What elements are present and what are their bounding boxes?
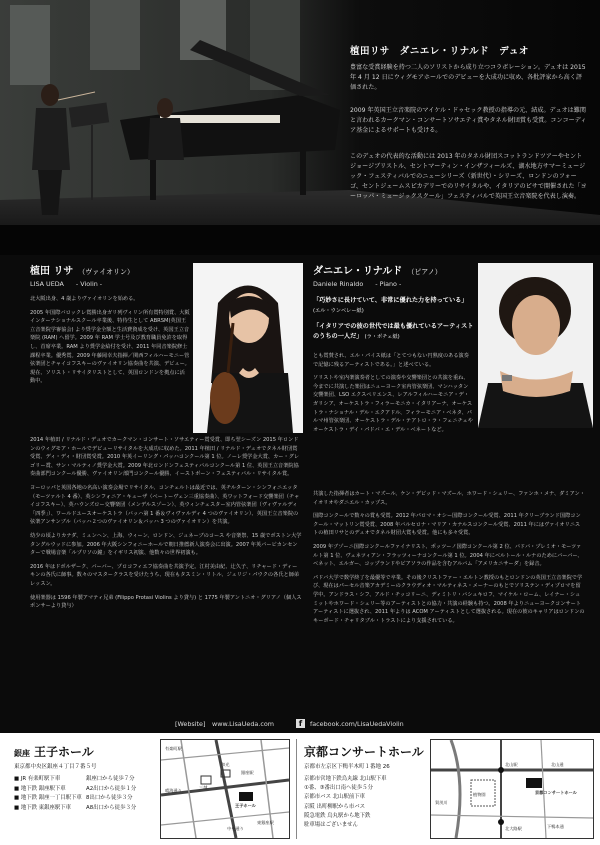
- map-label: 有楽町駅: [165, 746, 182, 751]
- access-detail: 8出口から徒歩３分: [86, 795, 133, 802]
- lisa-bio-paragraph: ヨーロッパと英国各地の名高い演奏会場でリサイタル、コンチェルトは最近では、英チルターン・シンフォニエッタ（モーツァルト 4 番）、英シンフォニア・キューザ（ベートーヴェン三重協奏曲）、英ワットフォード交響楽団（チャイコフスキー）、英ハウンズロー交響楽団（メンデルスゾーン）、英ウィンチェスター室内管弦楽団（ヴィヴァルディ「四季」）、ワールドユースオーケストラ（バッハ第 1 番＆ヴィヴァルディ 4 つのヴァイオリン）、英国王立音楽院の弦楽アンサンブル（バッハ２つのヴァイオリン＆バッハ 3 つのヴァイオリン）を共演。: [30, 484, 300, 526]
- daniele-bio-paragraph: 国際コンクールで数々の賞も受賞。2012 年パロマ・オシー国際コンクール受賞、2011 年クリーブランド国際コンクール・マットリン賞受賞、2008 年バルセロナ・マリア・カナルスコンクール受賞、2011 年にはヴァイオリニストの植田リサとのデュオでタネル財団大賞も受賞。他にも多々受賞。: [313, 513, 581, 537]
- access-detail: A8出口から徒歩３分: [86, 804, 137, 811]
- daniele-roman-name: Daniele Rinaldo: [313, 280, 364, 288]
- map-label: 賀茂川: [435, 800, 448, 805]
- oji-hall-marker: [239, 792, 253, 801]
- duo-formation: 2009 年英国王立音楽院のマイケル・ドゥセック教授の指導の元、結成。デュオは難関と言われるカークマン・コンサートソサエティ賞やタネル財団賞も受賞。コンコーディア基金によるサポートも受ける。: [350, 107, 587, 134]
- daniele-bio-top: [313, 352, 473, 439]
- daniele-portrait: [478, 263, 593, 428]
- map-label: 下鴨本通: [547, 824, 564, 829]
- ginza-map: [160, 739, 290, 839]
- ginza-access-item: ■ 地下鉄 銀座一丁目駅下車 8出口から徒歩３分: [14, 794, 87, 804]
- duo-title: 植田リサ ダニエレ・リナルド デュオ: [350, 46, 529, 57]
- pianist-photo: [478, 263, 593, 428]
- duo-intro: 豊富な受賞経験を持つ二人のソリストから成り立つコラボレーション。デュオは 2015 年 4 月 12 日にウィグモアホールでのデビューを大成功に収め、各批評家から高く評価された。: [350, 64, 586, 91]
- daniele-bio-paragraph: パドバ大学で数学終了を最優等で卒業。その後クリストファー・エルトン教授のもとロンドンの英国王立音楽院で学び、現在はパーセル音楽アカデミーのクラウディオ・マルティネス・メーナーのもとでソリステン・ディプロマを留学中。アンドラス・シフ、アルド・チッコリーニ、ディミトリ・バシュキロフ、マイケル・ローム、レイナー・シュミットやホワード・シェリー等のアーティストとの協力・共演の経験も持つ。2008 年よりニューヨークコンサートアーティストに選抜され、2011 年よりは ACOM アーティストとして選抜される。現在の彼のキャリアはロンドンのキーボード・チャリタブル・トラストにより支援されている。: [313, 574, 585, 624]
- lisa-bio-paragraph: 2016 年はドボルザーク、バーバー、プロコフィエフ協奏曲を共演予定。江村美由紀、辻久子、リチャード・ディーキンの各氏に師事。数々のマスタークラスを受けたうち、現在もタスミン・リトル、ジュリジ・パウクの各氏と師弟レッスン。: [30, 563, 300, 587]
- map-label: 王子ホール: [235, 803, 256, 808]
- website-bar: [0, 717, 600, 731]
- daniele-name: ダニエレ・リナルド: [313, 266, 403, 277]
- lisa-roman-role: - Violin -: [75, 280, 103, 288]
- map-label: 北大路駅: [505, 826, 522, 831]
- map-label: 中央通り: [227, 826, 244, 831]
- daniele-quote-1: [313, 296, 473, 316]
- kyoto-access-item: 京都市バス 北山駅前下車: [304, 794, 366, 801]
- daniele-role: （ピアノ）: [407, 268, 442, 276]
- map-label: 銀座駅: [241, 770, 254, 775]
- lisa-role: （ヴァイオリン）: [78, 268, 135, 276]
- ginza-access-item: ■ 地下鉄 銀座駅下車 A2出口から徒歩１分: [14, 785, 87, 795]
- violinist-photo: [193, 263, 303, 433]
- map-label: 京都コンサートホール: [535, 790, 577, 795]
- venue-info-panel: [0, 733, 600, 845]
- map-label: 植物園: [473, 792, 486, 797]
- kyoto-hall-marker: [526, 778, 542, 788]
- lisa-bio-paragraph: 2014 年植田 / リナルド・デュオでカークマン・コンサート・ソサエティー賞受賞、即ち翌シーズン 2015 年ロンドンのウィグモア・ホールでデビューリサイタルを大成功に収めた。2011 年植田 / リナルド・デュオでタネル財団賞受賞、ディ・ディ・財団賞受賞。2010 年英イーリング・パッハコンクール第 1 位。ノーレ奨学金大賞、カー・グレゴリー賞、サン・マルティノ奨学金大賞。2009 年北ロンドンフェスティバルコンクール第 1 位、英国王立音楽院協奏曲部門コンクール優勝、ヴァイオリン部門コンクール優勝、イーストボーン・フェスティバル・リサイタル賞。: [30, 437, 300, 478]
- lisa-bio-top: [30, 295, 190, 391]
- map-label: 晴海通り: [165, 788, 182, 793]
- map-label: 三越: [199, 785, 208, 790]
- ginza-access-item: ■ 地下鉄 東銀座駅下車 A8出口から徒歩３分: [14, 804, 87, 814]
- ginza-hall-name: 王子ホール: [34, 745, 94, 759]
- map-label: 東銀座駅: [257, 820, 274, 825]
- access-line: JR 有楽町駅下車: [20, 776, 61, 782]
- kyoto-access-item: 京阪 出町柳駅から市バス: [304, 803, 366, 810]
- quote-2-source: (ラ・ボチェ紙): [364, 334, 400, 340]
- lisa-name-heading: [30, 262, 134, 277]
- lisa-name: 植田 リサ: [30, 266, 74, 277]
- lisa-roman-heading: [30, 280, 102, 288]
- ginza-area: 銀座: [14, 749, 30, 758]
- quote-1-text: 「巧妙さに長けていて、非常に優れた力を持っている」: [313, 297, 468, 304]
- kyoto-access-list: [304, 775, 387, 830]
- kyoto-access-item: 京都市営地下鉄烏丸線 北山駅下車: [304, 776, 387, 782]
- daniele-bio-main: [313, 490, 585, 630]
- lisa-bio-main: [30, 436, 302, 616]
- daniele-quote-2: [313, 322, 475, 342]
- kyoto-access-item: 駐車場はございません: [304, 822, 358, 829]
- daniele-bio-paragraph: 2009 年ブゾーニ国際コンクールファイナリスト、ポッツーノ国際コンクール第 2 位、バドバ・プレミオ・モーツァルト第 1 位、ヴェネツィアン・フラッツィーナコンクール第 1 位。2004 年にベルトール・ルナのためにバーバー、ベネット、エルガー、コップランドやピアソラの作品を含むアルバム「アメリカニサーダ」を録音。: [313, 543, 583, 568]
- duo-activities: このデュオの代表的な活動には 2013 年のタネル財団スコットランドツアーやセントジョージブリストル、セントマーティン・インザフィールズ、湖水地方サマーミュージック・フェスティバルでのニューシリーズ（新世代）・シリーズ、ロンドンのフォーゴ、セントジェームスピカデリーでのリサイタルや、イタリアのピサで開催された「ヨーロッパ・ミュージックスクール」フェスティバルで英国王立音楽院を代表し演奏。: [350, 153, 587, 200]
- ginza-address: 東京都中央区銀座４丁目７番５号: [14, 764, 97, 770]
- website-link[interactable]: www.LisaUeda.com: [212, 720, 274, 728]
- venue-divider: [296, 739, 297, 839]
- kyoto-access-item: 阪急電鉄 烏丸駅から地下鉄: [304, 812, 371, 819]
- kyoto-access-item: ①番、③番出口南へ徒歩５分: [304, 785, 373, 792]
- daniele-bio-paragraph: ソリストや室内楽演奏者としての演奏や交響楽団との共演を重ね、今までに共演した楽団はニューヨーク室内管弦楽団、マンハッタン交響楽団、LSO エクスペリエンス、レアルフィルハーモニア・デ・ガリシア、オーケストラ・フィラーモニカ・イタリアーナ、オーケストラ・ナショナル・デル・エクアドル、フィラーモニア・ベネタ、パルマ州管弦楽団、オーケストラ・デル・テアトロ・ラ・フェニチェやオーケストラ・デイ・パドバ・エ・デル・ベネートなど。: [313, 375, 473, 433]
- daniele-roman-role: - Piano -: [375, 280, 402, 288]
- daniele-bio-paragraph: 共演した指揮者はカート・マズール、ケン・デビッド・マズール、ホワード・シェリー、ファンホ・メナ、ダミアン・イオリオやダニエル・カップス。: [313, 491, 585, 506]
- lisa-bio-paragraph: 使用楽器は 1596 年製アマティ兄弟 (Filippo Protasi Violins より貸与) と 1775 年製アントニオ・グリアノ（個人スポンサーより貸与）: [30, 594, 302, 610]
- lisa-roman-name: LISA UEDA: [30, 280, 64, 288]
- kyoto-map: [430, 739, 594, 839]
- access-line: 地下鉄 銀座一丁目駅下車: [20, 795, 82, 802]
- map-label: 北山通: [551, 762, 564, 767]
- ginza-venue-name: [14, 743, 94, 760]
- daniele-bio-paragraph: とも賞賛され、エル・パイス紙は「とてつもない円熟度のある演奏で記憶に残るアーティストである。」と述べている。: [313, 353, 469, 368]
- daniele-name-heading: [313, 262, 442, 277]
- access-line: 地下鉄 東銀座駅下車: [20, 804, 72, 811]
- kyoto-venue-name: 京都コンサートホール: [304, 745, 424, 759]
- daniele-roman-heading: [313, 280, 401, 288]
- website-label: [Website]: [175, 720, 206, 728]
- lisa-bio-paragraph: 北大阪出身、4 歳よりヴァイオリンを始める。: [30, 296, 139, 302]
- lisa-bio-paragraph: 2005 年国際バロックレ賞勝出身ガリ列ヴィリン所有賞特別賞、大阪インターナショナルスクール卒業後、特待生として ABRSM(英国王立音楽院学審協会) より奨学金全額と生活費資成を受け、英国王立音楽院 (RAM) へ留学。2009 年 RAM 学士号及び教育職員免許を取得し、首席卒業。RAM より奨学金給付を受け、2011 年同音楽院修士課程卒業。優秀賞。2009 年藤岡幸夫指揮／関西フィルハーモニー管弦楽団とチャイコフスキーのヴァイオリン協奏曲を共演、デビュー。現在、ソリスト・リサイタリストとして、英国ロンドンを拠点に活動中。: [30, 309, 190, 385]
- kyoto-address: 京都市左京区下鴨半木町１番地 26: [304, 764, 390, 770]
- map-label: 北山駅: [505, 762, 518, 767]
- map-label: 和光: [221, 762, 230, 767]
- kyoto-map-drawing: [431, 740, 593, 838]
- lisa-portrait: [193, 263, 303, 433]
- quote-2-text: 「イタリアでの彼の世代では最も優れているアーティストのうちの一人だ」: [313, 323, 474, 340]
- access-detail: A2出口から徒歩１分: [86, 785, 137, 792]
- access-line: 地下鉄 銀座駅下車: [20, 785, 66, 792]
- facebook-link[interactable]: facebook.com/LisaUedaViolin: [310, 720, 404, 728]
- facebook-icon: f: [296, 719, 305, 728]
- lisa-bio-paragraph: 幼少の頃よりカナダ、ミュンヘン、上海、ウィーン、ロンドン、ジュネーブのコース や音楽祭、15 歳でボストン大学タングルウッドに参加。2006 年大阪シンフォニーホールで朝日推薦新人演奏会に出演。2007 年英バービカンセンターで戦場音楽「ルプリソの鐘」をイギリス初演、他数々の世界初演も。: [30, 532, 302, 557]
- access-detail: 銀座口から徒歩７分: [86, 776, 135, 782]
- ginza-access-list: [14, 775, 137, 813]
- ginza-access-item: ■ JR 有楽町駅下車 銀座口から徒歩７分: [14, 775, 87, 785]
- quote-1-source: (エル・ウンベレー紙): [313, 308, 364, 314]
